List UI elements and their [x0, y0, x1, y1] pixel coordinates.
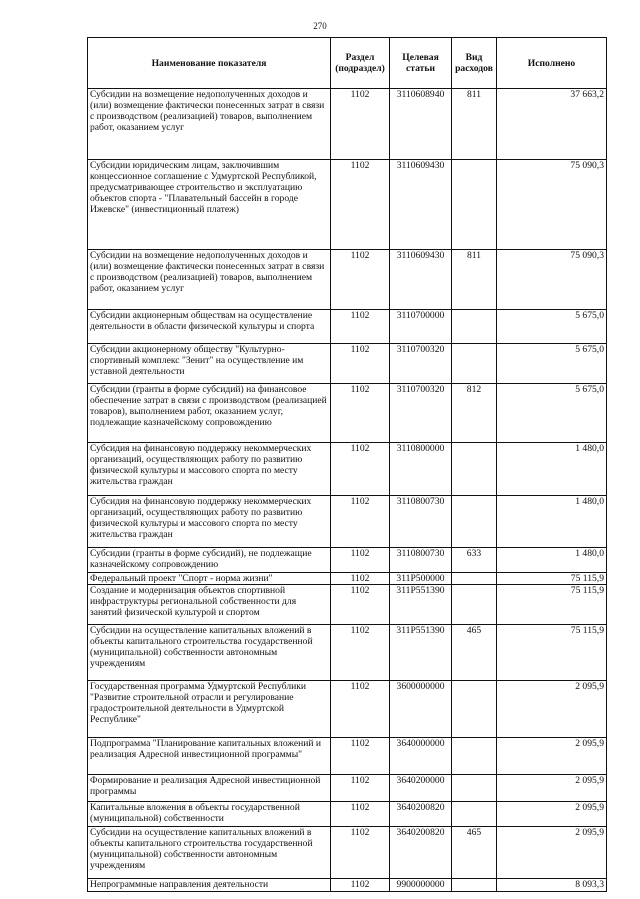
row-section-cell: 1102 [331, 681, 390, 738]
row-section-cell: 1102 [331, 443, 390, 496]
row-target-cell: 3110700320 [390, 384, 452, 443]
row-expense-cell [452, 802, 497, 827]
row-executed-cell: 5 675,0 [497, 344, 607, 384]
row-executed-cell: 2 095,9 [497, 738, 607, 775]
row-section-cell: 1102 [331, 573, 390, 585]
row-expense-cell [452, 310, 497, 344]
row-target-cell: 3110800000 [390, 443, 452, 496]
row-executed-cell: 5 675,0 [497, 384, 607, 443]
row-target-cell: 3110700320 [390, 344, 452, 384]
table-row [88, 625, 607, 681]
row-name-cell: Государственная программа Удмуртской Республики "Развитие строительной отрасли и регулирование градостроительной деятельности в Удмуртской Республике" [88, 681, 331, 738]
row-executed-cell: 37 663,2 [497, 89, 607, 160]
table-row [88, 310, 607, 344]
row-section-cell: 1102 [331, 344, 390, 384]
row-expense-cell [452, 681, 497, 738]
row-executed-cell: 75 115,9 [497, 573, 607, 585]
row-expense-cell [452, 443, 497, 496]
row-name-cell: Подпрограмма "Планирование капитальных вложений и реализация Адресной инвестиционной программы" [88, 738, 331, 775]
row-name-cell: Субсидии на возмещение недополученных доходов и (или) возмещение фактически понесенных затрат в связи с производством (реализацией) товаров, выполнением работ, оказанием услуг [88, 89, 331, 160]
row-section-cell: 1102 [331, 89, 390, 160]
row-name-cell: Субсидии акционерному обществу "Культурно-спортивный комплекс "Зенит" на осуществление им уставной деятельности [88, 344, 331, 384]
row-section-cell: 1102 [331, 827, 390, 879]
table-header-row [88, 38, 607, 89]
row-executed-cell: 2 095,9 [497, 802, 607, 827]
table-row [88, 573, 607, 585]
row-name-cell: Субсидии акционерным обществам на осуществление деятельности в области физической культуры и спорта [88, 310, 331, 344]
table-row [88, 681, 607, 738]
row-section-cell: 1102 [331, 496, 390, 548]
row-name-cell: Субсидии юридическим лицам, заключившим концессионное соглашение с Удмуртской Республикой, предусматривающее строительство и эксплуатацию объектов спорта - "Плавательный бассейн в городе Ижевске" (инвестиционный платеж) [88, 160, 331, 250]
row-name-cell: Субсидии на осуществление капитальных вложений в объекты капитального строительства государственной (муниципальной) собственности автономным учреждениям [88, 827, 331, 879]
row-executed-cell: 8 093,3 [497, 879, 607, 892]
row-name-cell: Непрограммные направления деятельности [88, 879, 331, 892]
row-executed-cell: 2 095,9 [497, 827, 607, 879]
row-name-cell: Капитальные вложения в объекты государственной (муниципальной) собственности [88, 802, 331, 827]
budget-execution-table [87, 37, 607, 892]
row-section-cell: 1102 [331, 775, 390, 802]
row-target-cell: 3640200820 [390, 802, 452, 827]
row-section-cell: 1102 [331, 160, 390, 250]
column-header-section: Раздел (подраздел) [331, 38, 390, 89]
row-target-cell: 311P551390 [390, 585, 452, 625]
table-row [88, 160, 607, 250]
table-row [88, 879, 607, 892]
row-expense-cell: 465 [452, 625, 497, 681]
table-row [88, 775, 607, 802]
row-expense-cell: 812 [452, 384, 497, 443]
row-name-cell: Создание и модернизация объектов спортивной инфраструктуры региональной собственности для занятий физической культурой и спортом [88, 585, 331, 625]
row-executed-cell: 75 115,9 [497, 585, 607, 625]
page-number: 270 [313, 21, 327, 31]
row-name-cell: Субсидия на финансовую поддержку некоммерческих организаций, осуществляющих работу по развитию физической культуры и массового спорта по месту жительства граждан [88, 443, 331, 496]
row-section-cell: 1102 [331, 879, 390, 892]
row-executed-cell: 2 095,9 [497, 681, 607, 738]
row-target-cell: 3110608940 [390, 89, 452, 160]
row-name-cell: Субсидии на осуществление капитальных вложений в объекты капитального строительства государственной (муниципальной) собственности автономным учреждениям [88, 625, 331, 681]
column-header-name: Наименование показателя [88, 38, 331, 89]
row-expense-cell [452, 344, 497, 384]
row-target-cell: 3110800730 [390, 548, 452, 573]
row-executed-cell: 75 090,3 [497, 250, 607, 310]
table-row [88, 548, 607, 573]
row-name-cell: Федеральный проект "Спорт - норма жизни" [88, 573, 331, 585]
table-row [88, 738, 607, 775]
row-target-cell: 3110609430 [390, 160, 452, 250]
table-row [88, 443, 607, 496]
column-header-expense: Вид расходов [452, 38, 497, 89]
row-section-cell: 1102 [331, 250, 390, 310]
row-section-cell: 1102 [331, 802, 390, 827]
row-executed-cell: 2 095,9 [497, 775, 607, 802]
row-section-cell: 1102 [331, 548, 390, 573]
row-target-cell: 3640200820 [390, 827, 452, 879]
table-row [88, 89, 607, 160]
row-target-cell: 3640200000 [390, 775, 452, 802]
row-executed-cell: 1 480,0 [497, 496, 607, 548]
row-expense-cell [452, 879, 497, 892]
row-expense-cell [452, 496, 497, 548]
row-section-cell: 1102 [331, 738, 390, 775]
table-row [88, 344, 607, 384]
row-expense-cell [452, 738, 497, 775]
row-target-cell: 9900000000 [390, 879, 452, 892]
row-expense-cell [452, 160, 497, 250]
row-target-cell: 3110800730 [390, 496, 452, 548]
row-name-cell: Субсидия на финансовую поддержку некоммерческих организаций, осуществляющих работу по развитию физической культуры и массового спорта по месту жительства граждан [88, 496, 331, 548]
column-header-target: Целевая статьи [390, 38, 452, 89]
row-section-cell: 1102 [331, 625, 390, 681]
row-section-cell: 1102 [331, 310, 390, 344]
row-target-cell: 3110700000 [390, 310, 452, 344]
row-expense-cell: 633 [452, 548, 497, 573]
row-expense-cell [452, 775, 497, 802]
row-expense-cell: 465 [452, 827, 497, 879]
table-row [88, 384, 607, 443]
table-row [88, 585, 607, 625]
table-row [88, 496, 607, 548]
table-row [88, 250, 607, 310]
row-name-cell: Субсидии на возмещение недополученных доходов и (или) возмещение фактически понесенных затрат в связи с производством (реализацией) товаров, выполнением работ, оказанием услуг [88, 250, 331, 310]
row-section-cell: 1102 [331, 585, 390, 625]
row-executed-cell: 1 480,0 [497, 548, 607, 573]
row-expense-cell [452, 585, 497, 625]
row-name-cell: Субсидии (гранты в форме субсидий) на финансовое обеспечение затрат в связи с производством (реализацией товаров), выполнением работ, оказанием услуг, подлежащие казначейскому сопровождению [88, 384, 331, 443]
row-executed-cell: 75 090,3 [497, 160, 607, 250]
table-row [88, 802, 607, 827]
row-name-cell: Субсидии (гранты в форме субсидий), не подлежащие казначейскому сопровождению [88, 548, 331, 573]
table-row [88, 827, 607, 879]
row-target-cell: 311P500000 [390, 573, 452, 585]
column-header-executed: Исполнено [497, 38, 607, 89]
row-target-cell: 3600000000 [390, 681, 452, 738]
row-expense-cell: 811 [452, 89, 497, 160]
row-target-cell: 3110609430 [390, 250, 452, 310]
row-target-cell: 311P551390 [390, 625, 452, 681]
row-name-cell: Формирование и реализация Адресной инвестиционной программы [88, 775, 331, 802]
row-expense-cell: 811 [452, 250, 497, 310]
row-section-cell: 1102 [331, 384, 390, 443]
row-executed-cell: 1 480,0 [497, 443, 607, 496]
row-executed-cell: 5 675,0 [497, 310, 607, 344]
row-executed-cell: 75 115,9 [497, 625, 607, 681]
row-target-cell: 3640000000 [390, 738, 452, 775]
row-expense-cell [452, 573, 497, 585]
